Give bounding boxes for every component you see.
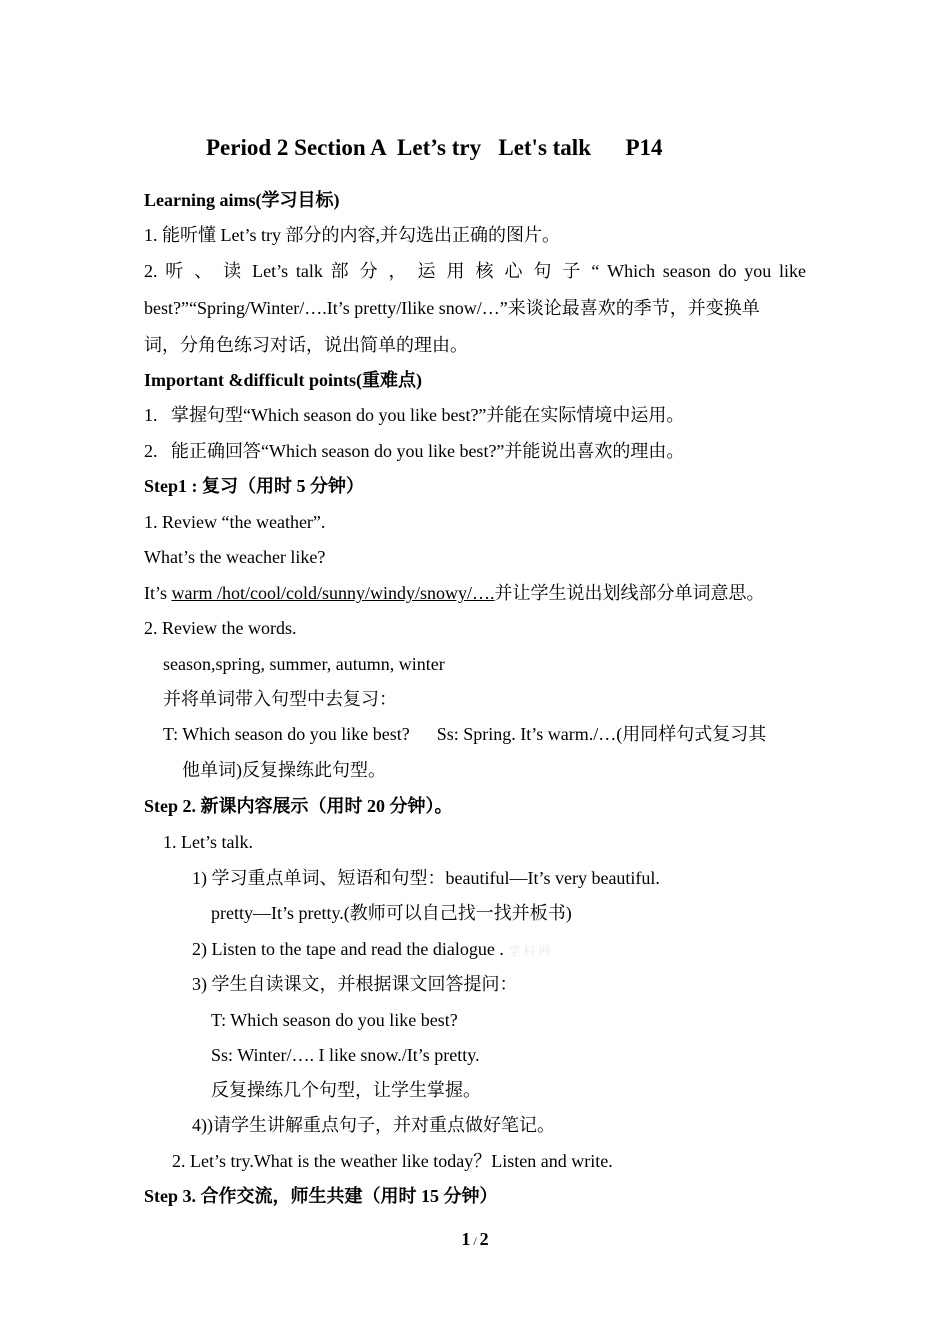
step1-review-words: 2. Review the words. xyxy=(144,618,297,638)
step1-answer-underlined: warm /hot/cool/cold/sunny/windy/snowy/…. xyxy=(171,583,495,603)
step2-sub-2-text: 2) Listen to the tape and read the dialogue . xyxy=(192,939,504,959)
step2-sub-3-answer: Ss: Winter/…. I like snow./It’s pretty. xyxy=(211,1045,480,1065)
step2-sub-2 xyxy=(192,937,550,963)
step1-dialogue-line-2: 他单词)反复操练此句型。 xyxy=(182,760,386,780)
step1-answer-suffix: 并让学生说出划线部分单词意思。 xyxy=(494,583,765,603)
learning-aim-1: 1. 能听懂 Let’s try 部分的内容,并勾选出正确的图片。 xyxy=(144,225,560,245)
step2-sub-1-extra: pretty—It’s pretty.(教师可以自己找一找并板书) xyxy=(211,903,572,923)
step2-sub-4: 4))请学生讲解重点句子，并对重点做好笔记。 xyxy=(192,1115,555,1135)
total-page-number: 2 xyxy=(479,1229,489,1249)
learning-aim-2-line-3: 词，分角色练习对话，说出简单的理由。 xyxy=(144,335,468,355)
learning-aims-heading: Learning aims(学习目标) xyxy=(144,190,340,210)
step2-sub-3-question: T: Which season do you like best? xyxy=(211,1010,458,1030)
learning-aim-2-line-1: 2. 听 、 读 Let’s talk 部 分 ， 运 用 核 心 句 子 “ Which season do you like xyxy=(144,261,806,281)
key-points-heading: Important &difficult points(重难点) xyxy=(144,370,422,390)
step2-sub-3: 3) 学生自读课文，并根据课文回答提问： xyxy=(192,974,518,994)
step3-heading: Step 3. 合作交流，师生共建（用时 15 分钟） xyxy=(144,1186,498,1206)
learning-aim-2-line-2: best?”“Spring/Winter/….It’s pretty/Ilike snow/…”来谈论最喜欢的季节，并变换单 xyxy=(144,298,760,318)
step1-heading: Step1 : 复习（用时 5 分钟） xyxy=(144,476,364,496)
step1-answer-prefix: It’s xyxy=(144,583,172,603)
step1-dialogue-line-1: T: Which season do you like best? Ss: Spring. It’s warm./…(用同样句式复习其 xyxy=(163,724,767,744)
step2-lets-talk: 1. Let’s talk. xyxy=(163,832,253,852)
step1-words: season,spring, summer, autumn, winter xyxy=(163,654,445,674)
current-page-number: 1 xyxy=(461,1229,471,1249)
step2-sub-3-drill: 反复操练几个句型，让学生掌握。 xyxy=(211,1080,481,1100)
key-point-2: 2. 能正确回答“Which season do you like best?”并能说出喜欢的理由。 xyxy=(144,441,685,461)
step2-sub-1: 1) 学习重点单词、短语和句型：beautiful—It’s very beautiful. xyxy=(192,868,660,888)
step1-review-weather: 1. Review “the weather”. xyxy=(144,512,326,532)
key-point-1: 1. 掌握句型“Which season do you like best?”并能在实际情境中运用。 xyxy=(144,405,685,425)
step1-answer xyxy=(144,581,765,605)
step2-heading: Step 2. 新课内容展示（用时 20 分钟）。 xyxy=(144,796,453,816)
step1-bring-into: 并将单词带入句型中去复习： xyxy=(163,689,397,709)
page-title: Period 2 Section A Let’s try Let's talk P14 xyxy=(206,135,663,160)
step2-lets-try: 2. Let’s try.What is the weather like today？Listen and write. xyxy=(172,1151,613,1171)
step2-sub-2-watermark: 学 科 网 xyxy=(508,944,551,958)
page-separator: / xyxy=(473,1234,477,1248)
step1-question: What’s the weacher like? xyxy=(144,547,326,567)
page-number-footer xyxy=(0,1227,950,1253)
